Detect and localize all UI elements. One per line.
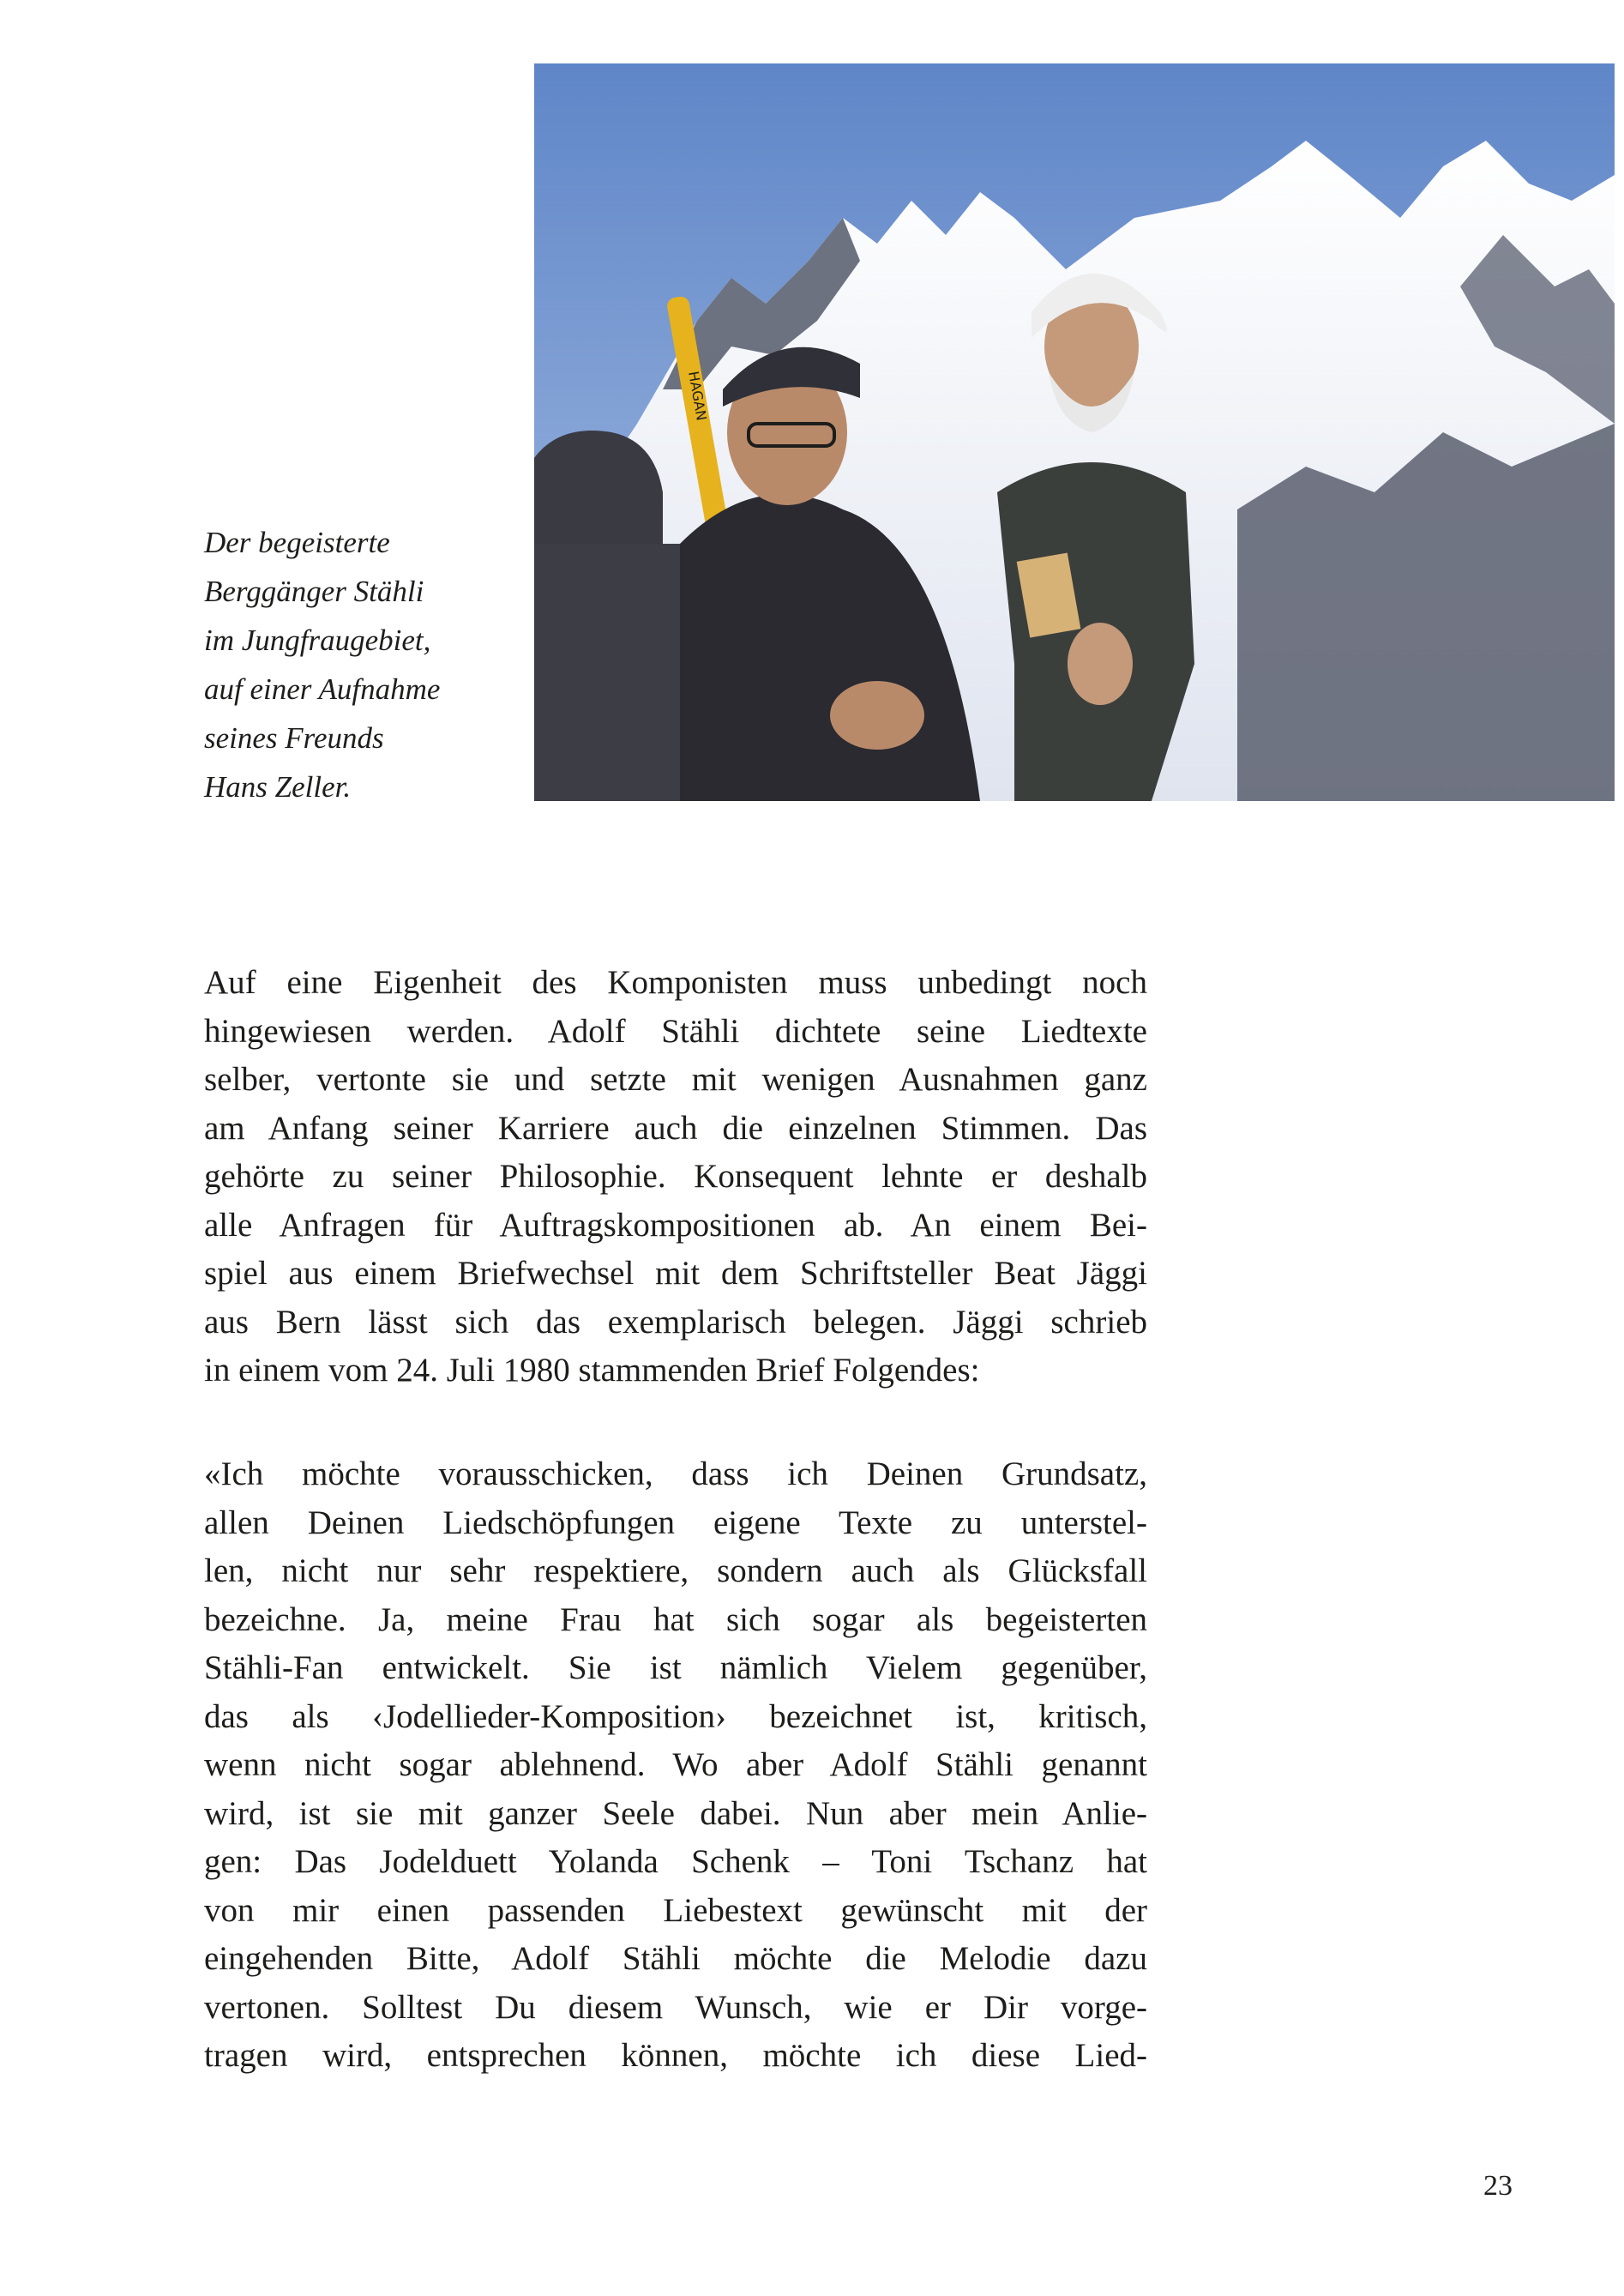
text-line: spiel aus einem Briefwechsel mit dem Schriftsteller Beat Jäggi bbox=[204, 1255, 1147, 1292]
text-line: selber, vertonte sie und setzte mit wenigen Ausnahmen ganz bbox=[204, 1061, 1147, 1098]
page-number: 23 bbox=[1483, 2170, 1513, 2202]
text-line: wird, ist sie mit ganzer Seele dabei. Nun aber mein Anlie- bbox=[204, 1794, 1147, 1832]
text-line: vertonen. Solltest Du diesem Wunsch, wie er Dir vorge- bbox=[204, 1988, 1147, 2026]
text-line: Stähli-Fan entwickelt. Sie ist nämlich Vielem gegenüber, bbox=[204, 1649, 1147, 1686]
text-line: wenn nicht sogar ablehnend. Wo aber Adolf Stähli genannt bbox=[204, 1746, 1147, 1783]
text-line: hingewiesen werden. Adolf Stähli dichtete seine Liedtexte bbox=[204, 1012, 1147, 1050]
caption-line: Der begeisterte bbox=[204, 526, 390, 559]
caption-line: auf einer Aufnahme bbox=[204, 672, 441, 706]
rock-face bbox=[1237, 424, 1615, 801]
text-line: am Anfang seiner Karriere auch die einzelnen Stimmen. Das bbox=[204, 1109, 1147, 1147]
paragraph-2-quote bbox=[204, 1450, 1147, 2081]
caption-line: seines Freunds bbox=[204, 721, 384, 755]
text-line: tragen wird, entsprechen können, möchte ich diese Lied- bbox=[204, 2037, 1147, 2074]
text-line: von mir einen passenden Liebestext gewünscht mit der bbox=[204, 1891, 1147, 1929]
person-left-body bbox=[534, 544, 689, 801]
text-line: len, nicht nur sehr respektiere, sondern auch als Glücksfall bbox=[204, 1552, 1147, 1589]
text-line: aus Bern lässt sich das exemplarisch belegen. Jäggi schrieb bbox=[204, 1303, 1147, 1341]
ski-brand-label: HAGAN bbox=[685, 370, 710, 422]
mountain-photo-illustration bbox=[534, 63, 1615, 801]
caption-line: Hans Zeller. bbox=[204, 770, 352, 804]
caption-line: Berggänger Stähli bbox=[204, 575, 424, 608]
mountain-photo bbox=[534, 63, 1615, 801]
text-line: «Ich möchte vorausschicken, dass ich Deinen Grundsatz, bbox=[204, 1455, 1147, 1492]
person-right-hand bbox=[1068, 623, 1133, 705]
text-line: das als ‹Jodellieder-Komposition› bezeichnet ist, kritisch, bbox=[204, 1697, 1147, 1735]
caption-line: im Jungfraugebiet, bbox=[204, 624, 431, 657]
text-line: bezeichne. Ja, meine Frau hat sich sogar als begeisterten bbox=[204, 1600, 1147, 1638]
paragraph-1 bbox=[204, 959, 1147, 1395]
text-line: gen: Das Jodelduett Yolanda Schenk – Toni Tschanz hat bbox=[204, 1843, 1147, 1880]
text-line: eingehenden Bitte, Adolf Stähli möchte die Melodie dazu bbox=[204, 1940, 1147, 1977]
photo-caption bbox=[204, 518, 496, 811]
text-line: in einem vom 24. Juli 1980 stammenden Brief Folgendes: bbox=[204, 1352, 980, 1389]
text-line: gehörte zu seiner Philosophie. Konsequent lehnte er deshalb bbox=[204, 1158, 1147, 1195]
text-line: alle Anfragen für Auftragskompositionen ab. An einem Bei- bbox=[204, 1206, 1147, 1244]
text-line: allen Deinen Liedschöpfungen eigene Texte zu unterstel- bbox=[204, 1504, 1147, 1541]
person-middle-hand bbox=[830, 681, 924, 750]
text-line: Auf eine Eigenheit des Komponisten muss unbedingt noch bbox=[204, 964, 1147, 1001]
